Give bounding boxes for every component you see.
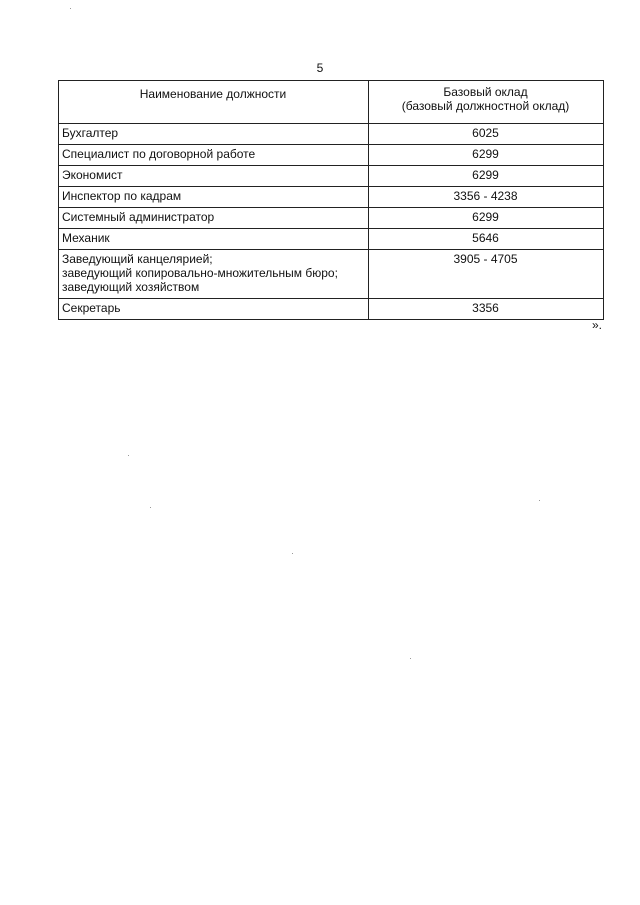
position-name-cell: Инспектор по кадрам [59,187,369,208]
scan-speck [410,658,411,659]
scan-speck [70,8,71,9]
scan-speck [292,553,293,554]
table-row [59,208,604,229]
position-name-cell: Механик [59,229,369,250]
table-row [59,124,604,145]
table-row [59,187,604,208]
table-header-row [59,81,604,124]
position-name-cell: Специалист по договорной работе [59,145,369,166]
page-number: 5 [316,61,324,75]
table-row [59,229,604,250]
table-row [59,166,604,187]
table-row [59,250,604,299]
position-name-cell: Системный администратор [59,208,369,229]
salary-cell: 3356 - 4238 [369,187,604,208]
scan-speck [539,500,540,501]
scan-speck [150,507,151,508]
salary-cell: 3905 - 4705 [369,250,604,299]
salary-cell: 3356 [369,299,604,320]
position-name-cell: Заведующий канцелярией; заведующий копировально-множительным бюро; заведующий хозяйством [59,250,369,299]
salary-table [58,80,604,320]
scan-speck [128,455,129,456]
header-position-name: Наименование должности [59,81,369,124]
position-name-cell: Бухгалтер [59,124,369,145]
salary-cell: 6299 [369,208,604,229]
position-name-cell: Секретарь [59,299,369,320]
salary-cell: 6299 [369,145,604,166]
salary-cell: 5646 [369,229,604,250]
table-row [59,145,604,166]
position-name-cell: Экономист [59,166,369,187]
header-base-salary: Базовый оклад (базовый должностной оклад) [369,81,604,124]
salary-cell: 6299 [369,166,604,187]
closing-quote: ». [592,318,603,332]
table-row [59,299,604,320]
salary-cell: 6025 [369,124,604,145]
